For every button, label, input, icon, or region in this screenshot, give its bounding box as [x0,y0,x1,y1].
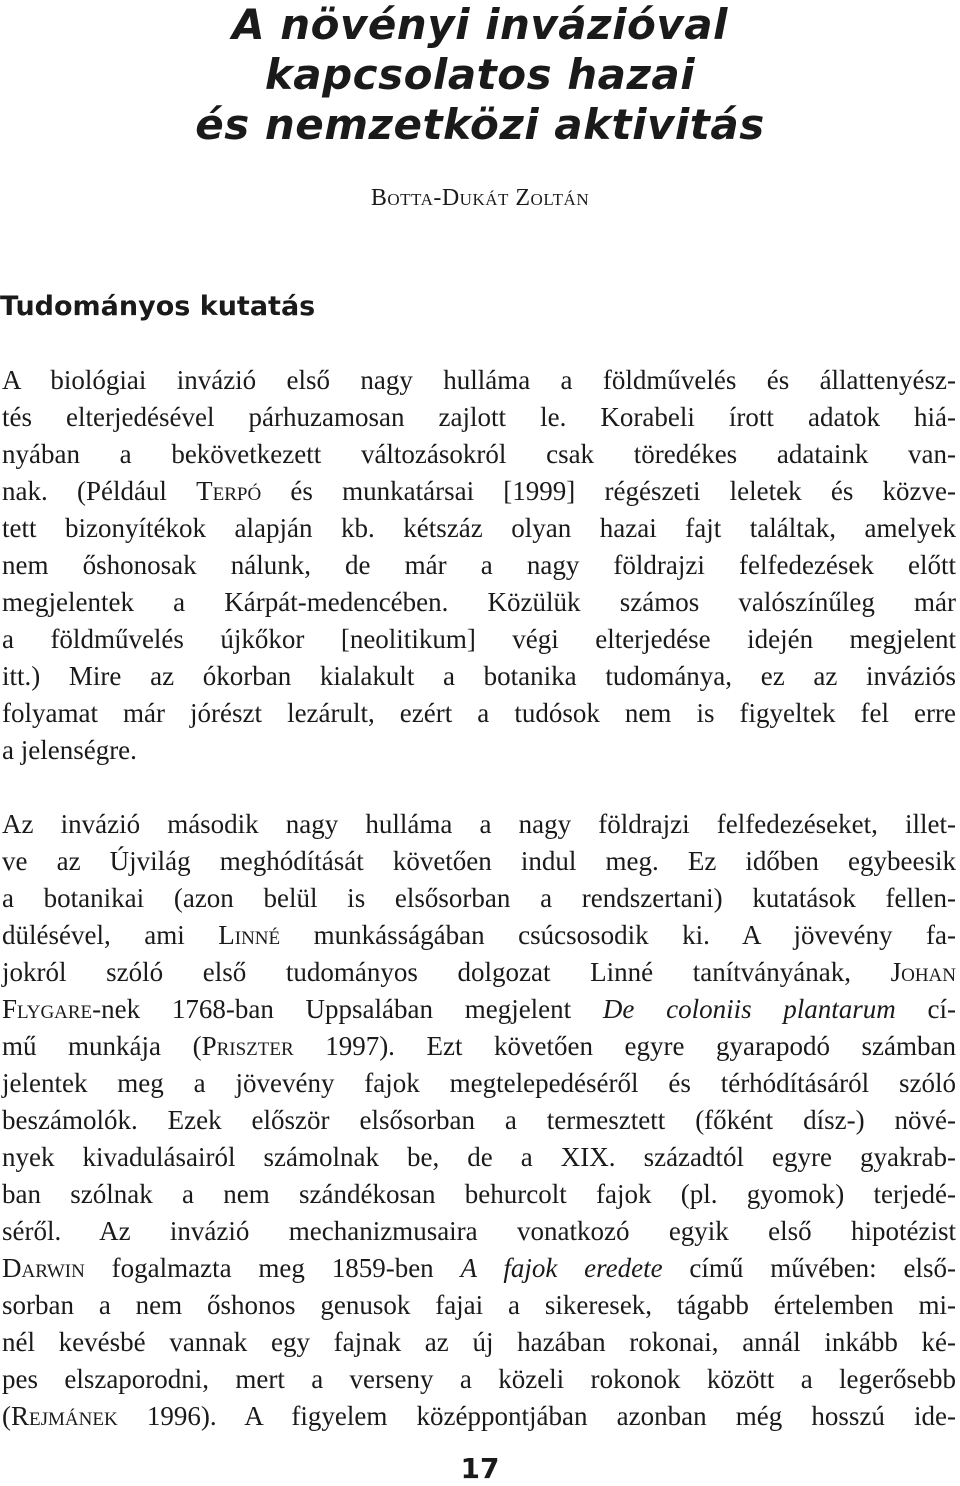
paragraph-line: mű munkája (Priszter 1997). Ezt követően egyre gyarapodó számban [2,1031,956,1061]
paragraph-line: dülésével, ami Linné munkásságában csúcsosodik ki. A jövevény fa- [2,920,956,950]
document-title [150,0,810,150]
paragraph-line: jelentek meg a jövevény fajok megtelepedéséről és térhódításáról szóló [2,1068,956,1098]
title-line-3: és nemzetközi aktivitás [195,100,765,149]
section-heading: Tudományos kutatás [0,291,316,322]
paragraph-line: A biológiai invázió első nagy hulláma a földművelés és állattenyész- [2,365,956,395]
book-title: A fajok eredete [460,1253,663,1283]
paragraph-line: a földművelés újkőkor [neolitikum] végi elterjedése idején megjelent [2,624,956,654]
cited-author: Flygare [2,994,93,1024]
paragraph-2 [2,806,956,1435]
paragraph-line: jokról szóló első tudományos dolgozat Linné tanítványának, Johan [2,957,956,987]
paragraph-line: megjelentek a Kárpát-medencében. Közülük számos valószínűleg már [2,587,956,617]
paragraph-line: sorban a nem őshonos genusok fajai a sikeresek, tágabb értelemben mi- [2,1290,956,1320]
title-line-2: kapcsolatos hazai [264,50,696,99]
paragraph-line: nél kevésbé vannak egy fajnak az új hazában rokonai, annál inkább ké- [2,1327,956,1357]
paragraph-1 [2,362,956,769]
paragraph-line: ban szólnak a nem szándékosan behurcolt fajok (pl. gyomok) terjedé- [2,1179,956,1209]
paragraph-line: Az invázió második nagy hulláma a nagy földrajzi felfedezéseket, illet- [2,809,956,839]
paragraph-line: folyamat már jórészt lezárult, ezért a tudósok nem is figyeltek fel erre [2,698,956,728]
paragraph-line: itt.) Mire az ókorban kialakult a botanika tudománya, ez az inváziós [2,661,956,691]
cited-author: Johan [890,957,956,987]
paragraph-line: Darwin fogalmazta meg 1859-ben A fajok eredete című művében: első- [2,1253,956,1283]
paragraph-line: nak. (Például Terpó és munkatársai [1999] régészeti leletek és közve- [2,476,956,506]
author-name: Botta-Dukát Zoltán [370,185,590,211]
book-title: De coloniis plantarum [602,994,896,1024]
paragraph-line: Flygare-nek 1768-ban Uppsalában megjelent De coloniis plantarum cí- [2,994,956,1024]
paragraph-line: séről. Az invázió mechanizmusaira vonatkozó egyik első hipotézist [2,1216,956,1246]
cited-author: Terpó [196,476,262,506]
paragraph-line: tés elterjedésével párhuzamosan zajlott le. Korabeli írott adatok hiá- [2,402,956,432]
cited-author: Linné [218,920,281,950]
cited-author: Rejmánek [11,1401,118,1431]
paragraph-line: nyában a bekövetkezett változásokról csak töredékes adataink van- [2,439,956,469]
title-line-1: A növényi invázióval [232,0,728,49]
paragraph-line: a botanikai (azon belül is elsősorban a rendszertani) kutatások fellen- [2,883,956,913]
paragraph-line: ve az Újvilág meghódítását követően indul meg. Ez időben egybeesik [2,846,956,876]
cited-author: Priszter [201,1031,294,1061]
paragraph-line: a jelenségre. [2,735,137,765]
paragraph-line: nem őshonosak nálunk, de már a nagy földrajzi felfedezések előtt [2,550,956,580]
paragraph-line: nyek kivadulásairól számolnak be, de a XIX. századtól egyre gyakrab- [2,1142,956,1172]
page-number: 17 [460,1452,500,1485]
paragraph-line: (Rejmánek 1996). A figyelem középpontjában azonban még hosszú ide- [2,1401,956,1431]
paragraph-line: tett bizonyítékok alapján kb. kétszáz olyan hazai fajt találtak, amelyek [2,513,956,543]
cited-author: Darwin [2,1253,85,1283]
paragraph-line: pes elszaporodni, mert a verseny a közeli rokonok között a legerősebb [2,1364,956,1394]
paragraph-line: beszámolók. Ezek először elsősorban a termesztett (főként dísz-) növé- [2,1105,956,1135]
